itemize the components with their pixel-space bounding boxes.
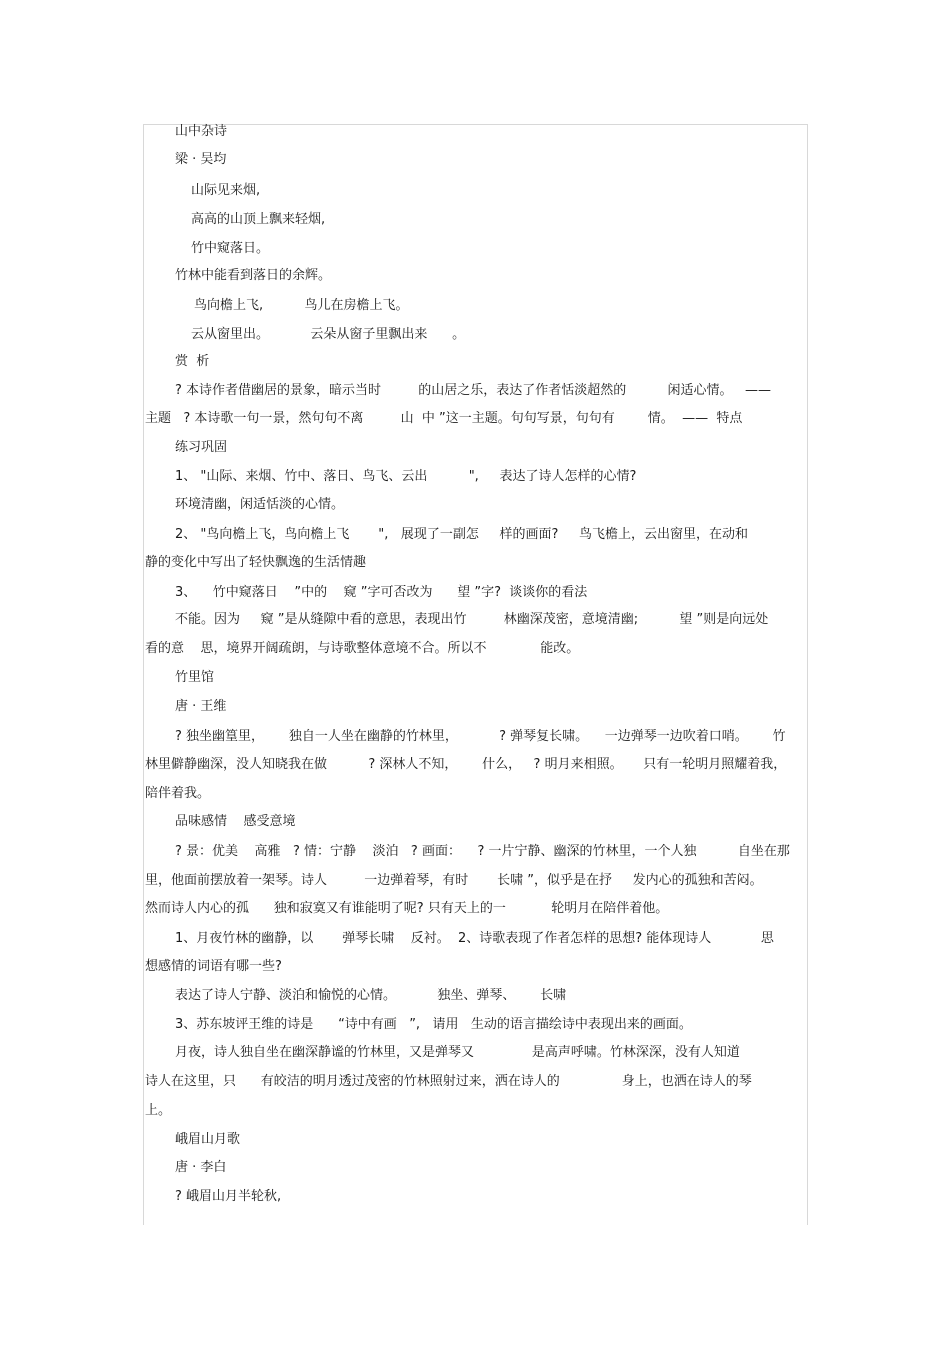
text-line: 静的变化中写出了轻快飘逸的生活情趣 [145,555,367,570]
text-line: 看的意 思，境界开阔疏朗，与诗歌整体意境不合。所以不 能改。 [145,641,580,656]
text-line: 2、 "鸟向檐上飞，鸟向檐上飞 ", 展现了一副怎 样的画面? 鸟飞檐上，云出窗里，在动和 [175,527,749,542]
text-line: 林里僻静幽深，没人知晓我在做 ? 深林人不知， 什么， ? 明月来相照。 只有一轮明月照耀着我， [145,757,787,772]
text-line: 唐 · 王维 [175,699,227,714]
text-line: 环境清幽，闲适恬淡的心情。 [175,497,345,512]
text-line: 云从窗里出。 云朵从窗子里飘出来 。 [191,327,466,342]
text-line: 里，他面前摆放着一架琴。诗人 一边弹着琴，有时 长啸 ”，似乎是在抒 发内心的孤独和苦闷。 [145,873,763,888]
text-line: 练习巩固 [175,440,228,455]
text-line: 山中杂诗 [175,124,228,139]
text-line: 诗人在这里，只 有皎洁的明月透过茂密的竹林照射过来，洒在诗人的 身上，也洒在诗人的琴 [145,1074,752,1089]
text-line: ? 景：优美 高雅 ? 情：宁静 淡泊 ? 画面： ? 一片宁静、幽深的竹林里，一个人独 自坐在那 [175,844,790,859]
text-line: 月夜，诗人独自坐在幽深静谧的竹林里，又是弹琴又 是高声呼啸。竹林深深，没有人知道 [175,1045,740,1060]
text-line: 然而诗人内心的孤 独和寂寞又有谁能明了呢? 只有天上的一 轮明月在陪伴着他。 [145,901,669,916]
text-line: 赏 析 [175,354,210,369]
text-line: 鸟向檐上飞, 鸟儿在房檐上飞。 [194,298,409,313]
text-line: 表达了诗人宁静、淡泊和愉悦的心情。 独坐、弹琴、 长啸 [175,988,567,1003]
text-line: ? 峨眉山月半轮秋, [175,1189,282,1204]
text-line: 品味感情 感受意境 [175,814,296,829]
text-line: 上。 [145,1103,172,1118]
text-line: 1、月夜竹林的幽静，以 弹琴长啸 反衬。 2、诗歌表现了作者怎样的思想? 能体现诗人 思 [175,931,774,946]
text-line: 3、苏东坡评王维的诗是 “诗中有画 ”, 请用 生动的语言描绘诗中表现出来的画面。 [175,1017,692,1032]
text-line: ? 本诗作者借幽居的景象，暗示当时 的山居之乐，表达了作者恬淡超然的 闲适心情。 —— [175,383,771,398]
text-line: 竹里馆 [175,670,215,685]
text-line: 3、 竹中窥落日 ”中的 窥 ”字可否改为 望 ”字? 谈谈你的看法 [175,585,588,600]
text-line: 梁 · 吴均 [175,152,227,167]
text-line: 唐 · 李白 [175,1160,227,1175]
text-line: 1、 "山际、来烟、竹中、落日、鸟飞、云出 ", 表达了诗人怎样的心情? [175,469,637,484]
text-line: 竹林中能看到落日的余辉。 [175,268,332,283]
text-line: 陪伴着我。 [145,786,211,801]
text-line: 峨眉山月歌 [175,1132,241,1147]
text-line: ? 独坐幽篁里， 独自一人坐在幽静的竹林里， ? 弹琴复长啸。 一边弹琴一边吹着口哨。 竹 [175,729,786,744]
text-line: 山际见来烟, [191,183,261,198]
text-line: 不能。因为 窥 ”是从缝隙中看的意思，表现出竹 林幽深茂密，意境清幽; 望 ”则是向远处 [175,612,769,627]
text-line: 高高的山顶上飘来轻烟, [191,212,326,227]
text-line: 竹中窥落日。 [191,241,270,256]
text-line: 主题 ? 本诗歌一句一景，然句句不离 山 中 ”这一主题。句句写景，句句有 情。 —— 特点 [145,411,743,426]
text-line: 想感情的词语有哪一些? [145,959,282,974]
